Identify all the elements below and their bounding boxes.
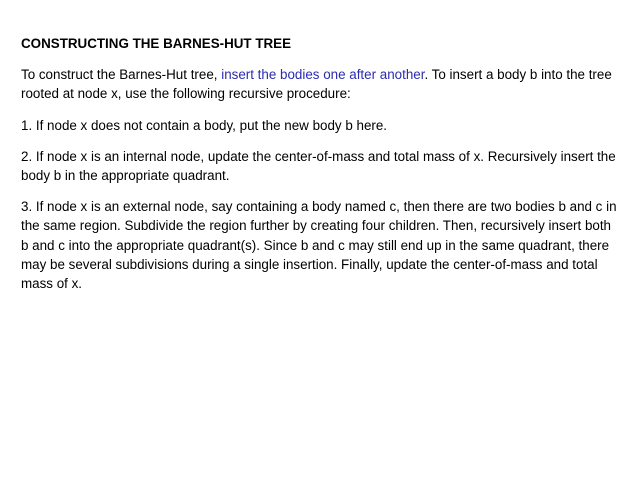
intro-text-after: . To insert a body b into the tree rooted at node x, use the following recursive procedure: bbox=[21, 67, 612, 102]
step-2: 2. If node x is an internal node, update the center-of-mass and total mass of x. Recursively insert the body b in the appropriate quadrant. bbox=[21, 148, 616, 184]
page-title: CONSTRUCTING THE BARNES-HUT TREE bbox=[21, 36, 292, 51]
intro-highlight: insert the bodies one after another bbox=[221, 67, 425, 83]
slide-content bbox=[21, 34, 621, 305]
step-1: 1. If node x does not contain a body, put the new body b here. bbox=[21, 117, 388, 133]
step-3: 3. If node x is an external node, say containing a body named c, then there are two bodies b and c in the same region. Subdivide the region further by creating four children. Then, recursively insert both b and c into the appropriate quadrant(s). Since b and c may still end up in the same quadrant, there may be several subdivisions during a single insertion. Finally, update the center-of-mass and total mass of x. bbox=[21, 199, 617, 292]
intro-text-before: To construct the Barnes-Hut tree, bbox=[21, 67, 222, 83]
intro-paragraph bbox=[21, 65, 621, 103]
